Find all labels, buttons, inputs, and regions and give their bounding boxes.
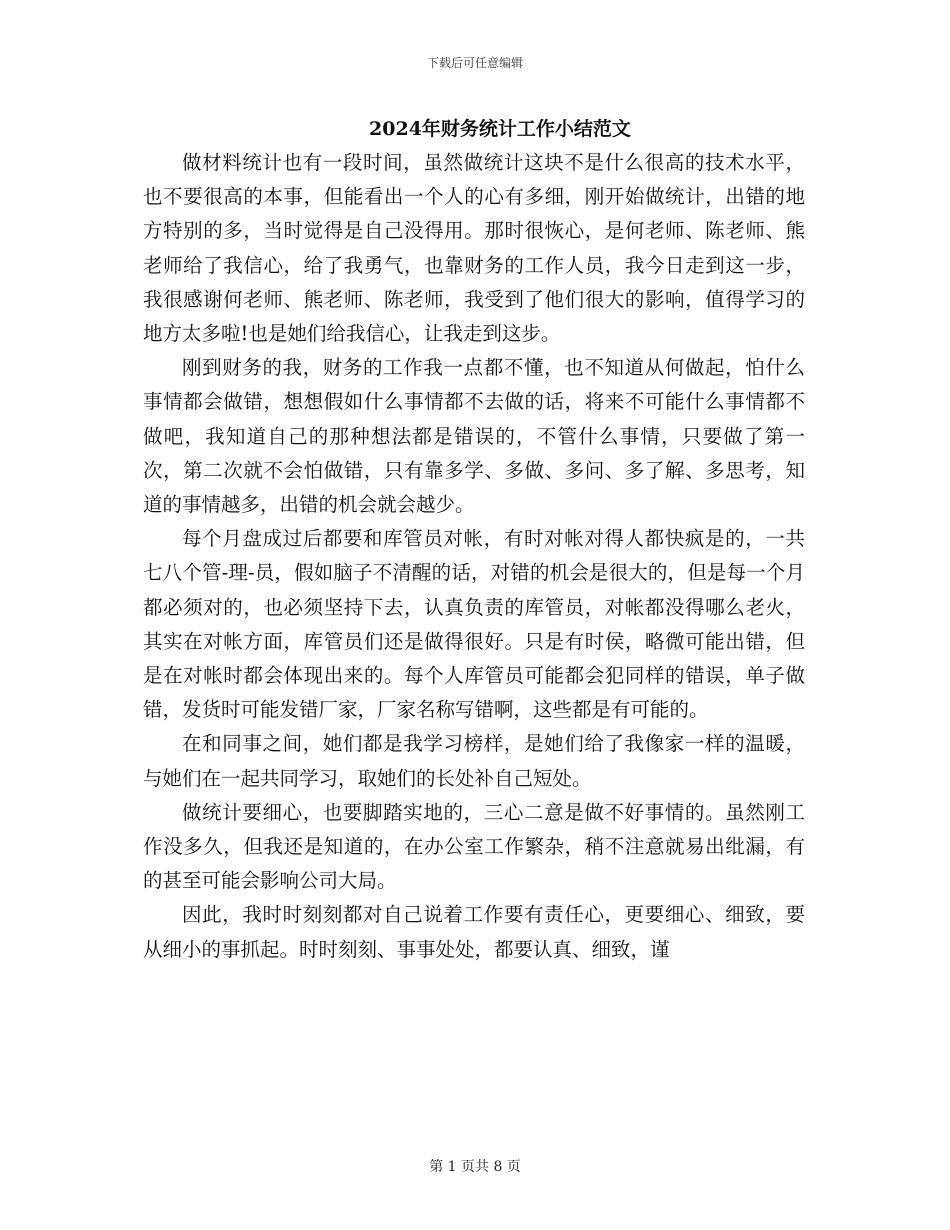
paragraph: 每个月盘成过后都要和库管员对帐，有时对帐对得人都快疯是的，一共七八个管-理-员，假如脑子不清醒的话，对错的机会是很大的，但是每一个月都必须对的，也必须坚持下去，认真负责的库管员，对帐都没得哪么老火，其实在对帐方面，库管员们还是做得很好。只是有时侯，略微可能出错，但是在对帐时都会体现出来的。每个人库管员可能都会犯同样的错误，单子做错，发货时可能发错厂家，厂家名称写错啊，这些都是有可能的。 <box>143 527 805 722</box>
paragraph: 在和同事之间，她们都是我学习榜样，是她们给了我像家一样的温暖，与她们在一起共同学习，取她们的长处补自己短处。 <box>143 732 805 790</box>
document-title: 2024年财务统计工作小结范文 <box>369 118 631 140</box>
document-body <box>143 146 805 967</box>
paragraph: 因此，我时时刻刻都对自己说着工作要有责任心，更要细心、细致，要从细小的事抓起。时时刻刻、事事处处，都要认真、细致，谨 <box>143 903 805 961</box>
paragraph: 刚到财务的我，财务的工作我一点都不懂，也不知道从何做起，怕什么事情都会做错，想想假如什么事情都不去做的话，将来不可能什么事情都不做吧，我知道自己的那种想法都是错误的，不管什么事情，只要做了第一次，第二次就不会怕做错，只有靠多学、多做、多问、多了解、多思考，知道的事情越多，出错的机会就会越少。 <box>143 356 805 517</box>
paragraph: 做统计要细心，也要脚踏实地的，三心二意是做不好事情的。虽然刚工作没多久，但我还是知道的，在办公室工作繁杂，稍不注意就易出纰漏，有的甚至可能会影响公司大局。 <box>143 800 805 893</box>
page-header-note: 下载后可任意编辑 <box>426 56 523 70</box>
paragraph: 做材料统计也有一段时间，虽然做统计这块不是什么很高的技术水平，也不要很高的本事，但能看出一个人的心有多细，刚开始做统计，出错的地方特别的多，当时觉得是自己没得用。那时很恢心，是何老师、陈老师、熊老师给了我信心，给了我勇气，也靠财务的工作人员，我今日走到这一步，我很感谢何老师、熊老师、陈老师，我受到了他们很大的影响，值得学习的地方太多啦!也是她们给我信心，让我走到这步。 <box>143 151 805 346</box>
page-number: 第 1 页共 8 页 <box>429 1159 521 1175</box>
